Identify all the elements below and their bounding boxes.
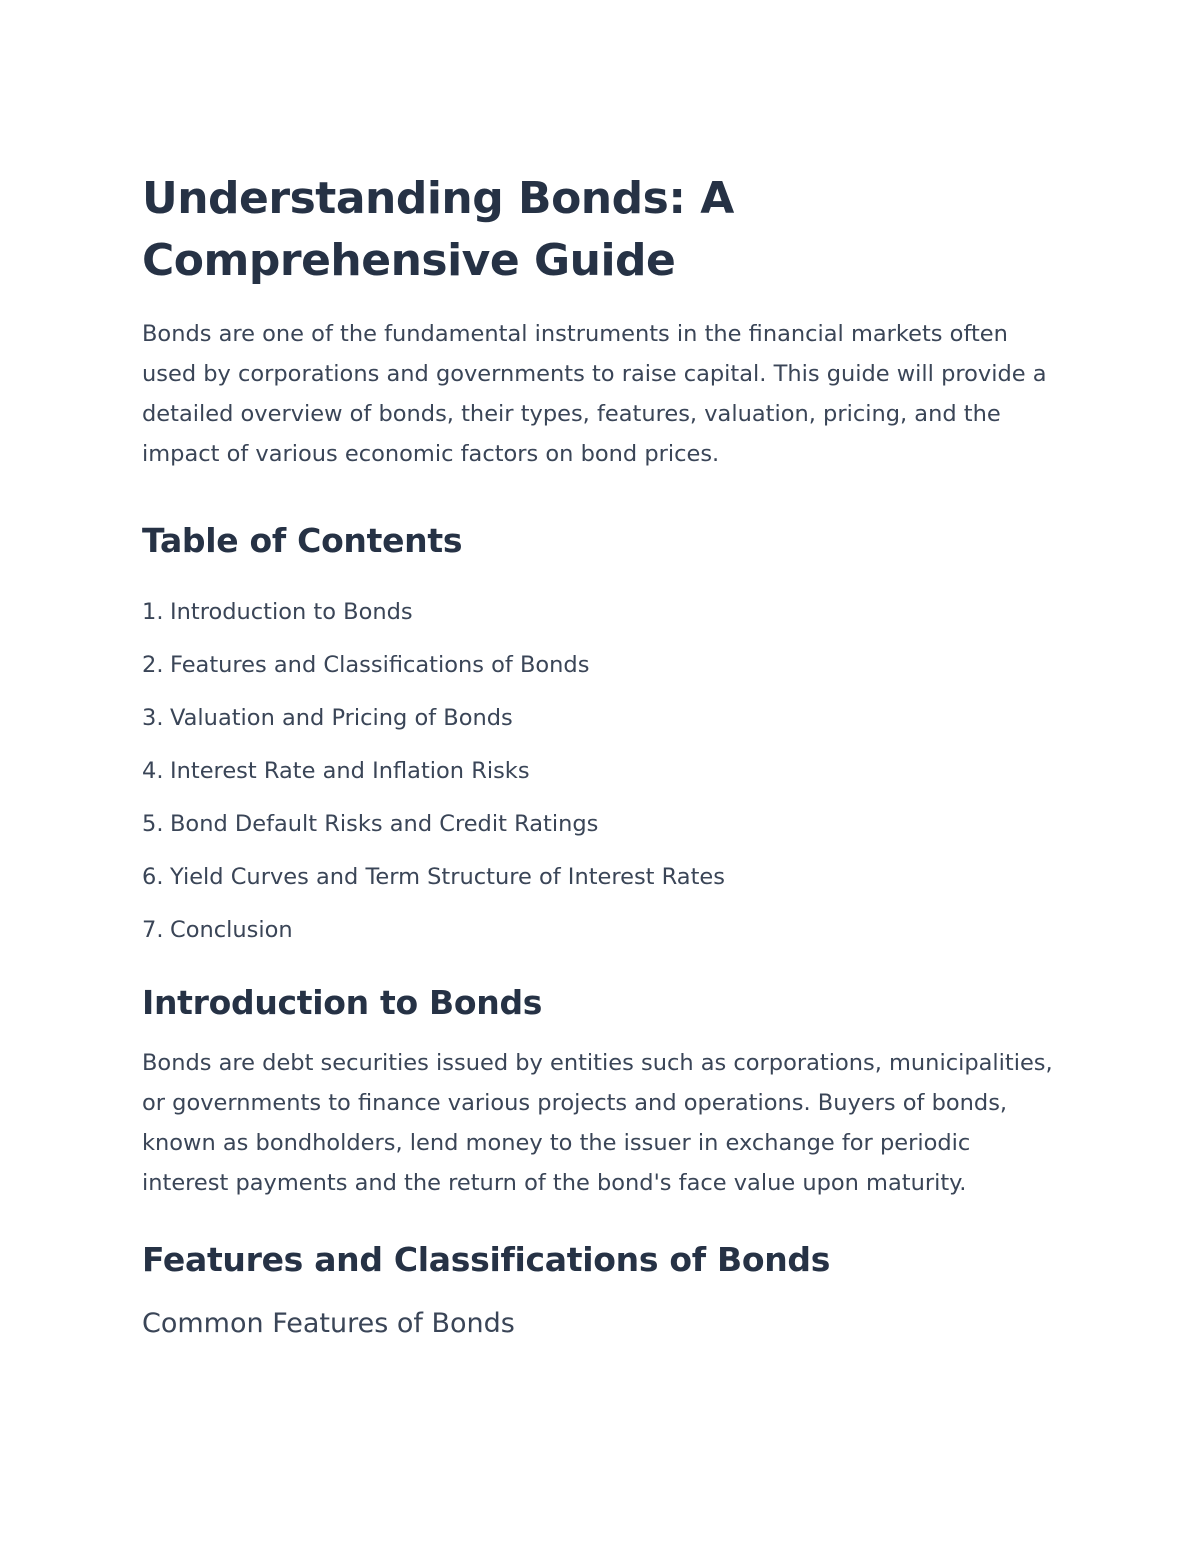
toc-item-label: Yield Curves and Term Structure of Interest Rates [170,864,725,890]
toc-item-number: 7. [142,917,164,943]
toc-heading: Table of Contents [142,521,463,560]
toc-item-label: Introduction to Bonds [170,599,413,625]
subsection-heading-common-features: Common Features of Bonds [142,1308,515,1339]
toc-item-default-risks[interactable] [142,798,1062,851]
intro-paragraph: Bonds are one of the fundamental instruments in the financial markets often used by corporations and governments to raise capital. This guide will provide a detailed overview of bonds, their types, features, valuation, pricing, and the impact of various economic factors on bond prices. [142,321,1047,467]
toc-item-number: 4. [142,758,164,784]
toc-item-features[interactable] [142,639,1062,692]
table-of-contents [142,586,1062,957]
toc-item-number: 3. [142,705,164,731]
document-page [142,168,1062,1349]
toc-item-number: 6. [142,864,164,890]
toc-item-label: Conclusion [170,917,293,943]
toc-item-label: Features and Classifications of Bonds [170,652,590,678]
toc-item-valuation[interactable] [142,692,1062,745]
section-heading-introduction: Introduction to Bonds [142,983,543,1022]
section-heading-features: Features and Classifications of Bonds [142,1240,831,1279]
toc-item-conclusion[interactable] [142,904,1062,957]
toc-item-label: Bond Default Risks and Credit Ratings [170,811,599,837]
toc-item-introduction[interactable] [142,586,1062,639]
toc-item-number: 5. [142,811,164,837]
toc-item-label: Interest Rate and Inflation Risks [170,758,530,784]
page-title: Understanding Bonds: A Comprehensive Guide [142,173,734,286]
toc-item-number: 1. [142,599,164,625]
introduction-paragraph: Bonds are debt securities issued by entities such as corporations, municipalities, or governments to finance various projects and operations. Buyers of bonds, known as bondholders, lend money to the issuer in exchange for periodic interest payments and the return of the bond's face value upon maturity. [142,1050,1053,1196]
toc-item-label: Valuation and Pricing of Bonds [170,705,513,731]
toc-item-number: 2. [142,652,164,678]
toc-item-risks[interactable] [142,745,1062,798]
toc-item-yield-curves[interactable] [142,851,1062,904]
